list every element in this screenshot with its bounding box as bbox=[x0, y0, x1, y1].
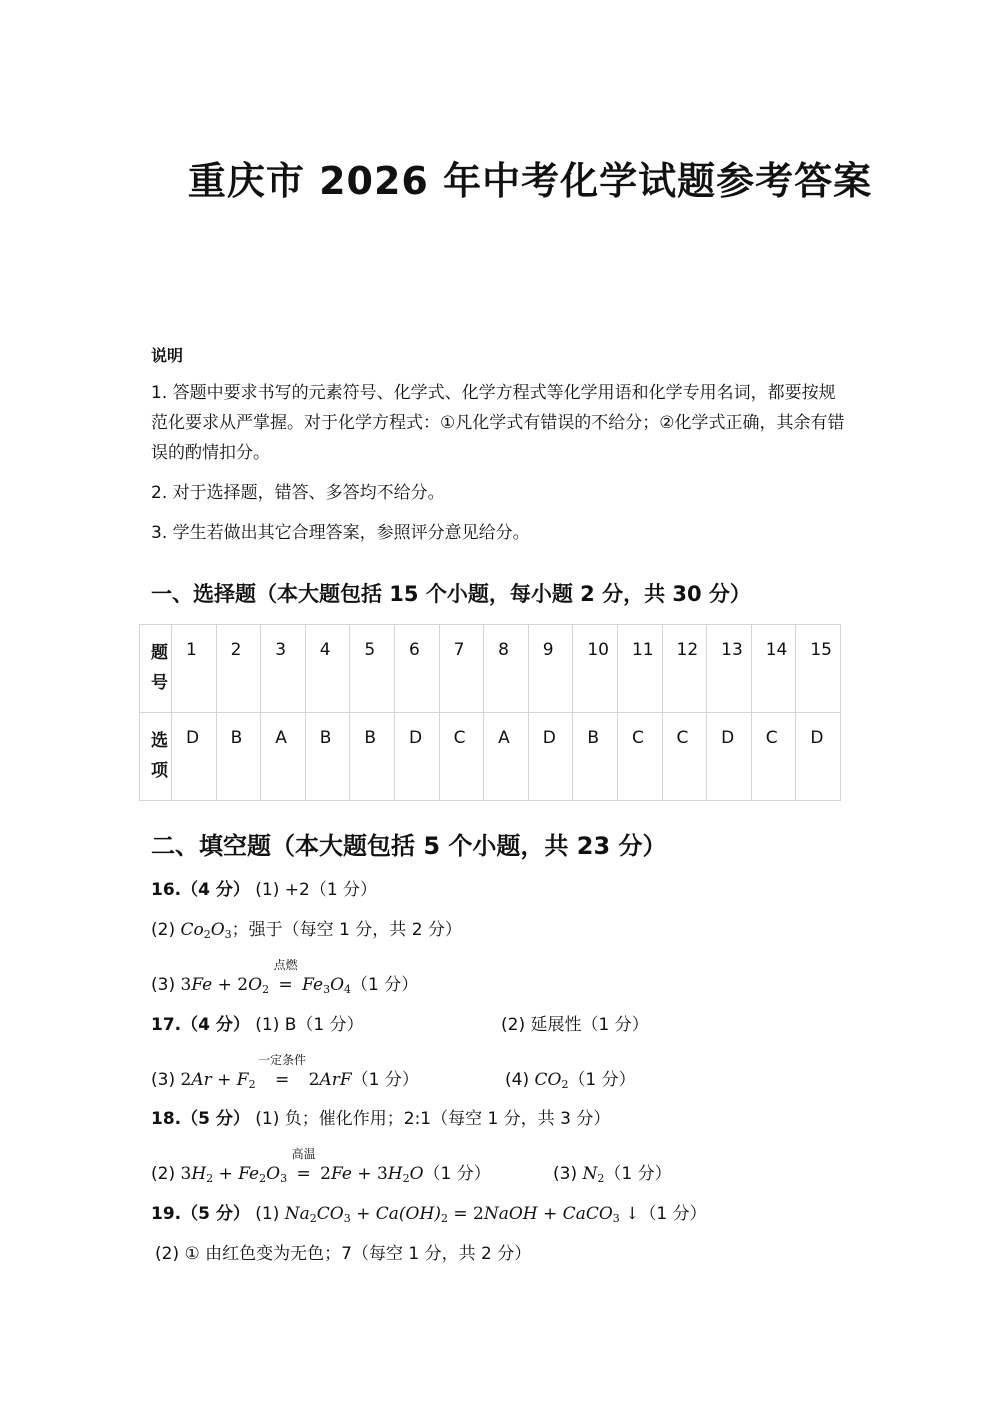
question-number-cell: 8 bbox=[484, 625, 529, 713]
q18-line-3 bbox=[553, 1161, 672, 1187]
answer-cell: C bbox=[751, 713, 796, 801]
q17-equation: $2Ar + F_2$ 一定条件 = 2ArF bbox=[180, 1070, 351, 1090]
table-row-answers bbox=[140, 713, 841, 801]
q17-part-3-suffix: （1 分） bbox=[351, 1070, 419, 1090]
q16-part-2-prefix: (2) bbox=[151, 920, 181, 940]
question-number-cell: 15 bbox=[796, 625, 841, 713]
answer-table bbox=[139, 624, 841, 801]
row-label-number: 题号 bbox=[140, 625, 172, 713]
question-number-cell: 2 bbox=[216, 625, 261, 713]
answer-cell: B bbox=[350, 713, 395, 801]
notes-heading: 说明 bbox=[151, 346, 184, 365]
question-number-cell: 3 bbox=[261, 625, 306, 713]
question-number-cell: 5 bbox=[350, 625, 395, 713]
q17-formula-co2: $CO_2$ bbox=[534, 1070, 569, 1091]
q19-part-1-suffix: （1 分） bbox=[639, 1204, 707, 1224]
q18-part-3-prefix: (3) bbox=[553, 1164, 583, 1184]
answer-cell: C bbox=[662, 713, 707, 801]
q18-part-2-suffix: （1 分） bbox=[423, 1164, 491, 1184]
q18-formula-n2: $N_2$ bbox=[582, 1164, 605, 1185]
q16-equation: $3Fe + 2O_2$ 点燃 = $Fe_3O_4$ bbox=[180, 975, 351, 995]
table-row-numbers bbox=[140, 625, 841, 713]
q19-line-1 bbox=[151, 1201, 707, 1227]
q16-line-3 bbox=[151, 958, 419, 998]
section-2-title: 二、填空题（本大题包括 5 个小题，共 23 分） bbox=[151, 832, 667, 860]
q19-part-2: (2) ① 由红色变为无色；7（每空 1 分，共 2 分） bbox=[155, 1244, 532, 1264]
q16-label: 16.（4 分） bbox=[151, 880, 250, 900]
answer-cell: D bbox=[528, 713, 573, 801]
q17-line-1 bbox=[151, 1012, 364, 1038]
q19-label: 19.（5 分） bbox=[151, 1204, 250, 1224]
q16-part-1: (1) +2（1 分） bbox=[255, 880, 378, 900]
q18-part-3-suffix: （1 分） bbox=[604, 1164, 672, 1184]
question-number-cell: 13 bbox=[707, 625, 752, 713]
question-number-cell: 7 bbox=[439, 625, 484, 713]
answer-cell: D bbox=[707, 713, 752, 801]
q17-label: 17.（4 分） bbox=[151, 1015, 250, 1035]
q17-part-4-prefix: (4) bbox=[505, 1070, 535, 1090]
question-number-cell: 1 bbox=[172, 625, 217, 713]
q17-part-2: (2) 延展性（1 分） bbox=[501, 1015, 649, 1035]
q18-part-1: (1) 负；催化作用；2:1（每空 1 分，共 3 分） bbox=[255, 1109, 611, 1129]
question-number-cell: 14 bbox=[751, 625, 796, 713]
note-item-2: 2. 对于选择题，错答、多答均不给分。 bbox=[151, 483, 445, 503]
note-item-1: 1. 答题中要求书写的元素符号、化学式、化学方程式等化学用语和化学专用名词，都要按规范化要求从严掌握。对于化学方程式：①凡化学式有错误的不给分；②化学式正确，其余有错误的酌情扣分。 bbox=[151, 383, 845, 463]
q18-equation: $3H_2 + Fe_2O_3$ 高温 = $2Fe + 3H_2O$ bbox=[180, 1164, 423, 1184]
q18-condition: 高温 bbox=[291, 1147, 316, 1161]
answer-cell: A bbox=[261, 713, 306, 801]
q16-part-2-suffix: ；强于（每空 1 分，共 2 分） bbox=[231, 920, 462, 940]
answer-cell: D bbox=[172, 713, 217, 801]
question-number-cell: 10 bbox=[573, 625, 618, 713]
answer-cell: C bbox=[617, 713, 662, 801]
q16-line-1 bbox=[151, 877, 377, 903]
q17-condition: 一定条件 bbox=[258, 1053, 307, 1067]
q16-line-2 bbox=[151, 917, 462, 943]
row-label-answer: 选项 bbox=[140, 713, 172, 801]
q16-condition: 点燃 bbox=[273, 958, 298, 972]
q17-part-1: (1) B（1 分） bbox=[255, 1015, 364, 1035]
q17-line-4 bbox=[505, 1067, 636, 1093]
q17-line-3 bbox=[151, 1053, 419, 1093]
q19-part-1-prefix: (1) bbox=[255, 1204, 285, 1224]
q16-formula-co2o3: $Co_2O_3$ bbox=[180, 920, 232, 941]
answer-cell: D bbox=[796, 713, 841, 801]
answer-cell: B bbox=[305, 713, 350, 801]
answer-cell: C bbox=[439, 713, 484, 801]
q19-equation: $Na_2CO_3 + Ca(OH)_2$ = 2NaOH + CaCO$_3$ ↓ bbox=[284, 1204, 640, 1225]
page-title: 重庆市 2026 年中考化学试题参考答案 bbox=[187, 159, 873, 203]
q18-line-2 bbox=[151, 1147, 491, 1187]
note-item-3: 3. 学生若做出其它合理答案，参照评分意见给分。 bbox=[151, 523, 530, 543]
q18-line-1 bbox=[151, 1106, 610, 1132]
answer-cell: B bbox=[216, 713, 261, 801]
question-number-cell: 11 bbox=[617, 625, 662, 713]
answer-cell: B bbox=[573, 713, 618, 801]
question-number-cell: 4 bbox=[305, 625, 350, 713]
q16-part-3-prefix: (3) bbox=[151, 975, 181, 995]
answer-cell: A bbox=[484, 713, 529, 801]
question-number-cell: 12 bbox=[662, 625, 707, 713]
q16-part-3-suffix: （1 分） bbox=[351, 975, 419, 995]
q17-part-4-suffix: （1 分） bbox=[568, 1070, 636, 1090]
question-number-cell: 6 bbox=[394, 625, 439, 713]
question-number-cell: 9 bbox=[528, 625, 573, 713]
answer-cell: D bbox=[394, 713, 439, 801]
q17-part-3-prefix: (3) bbox=[151, 1070, 181, 1090]
section-1-title: 一、选择题（本大题包括 15 个小题，每小题 2 分，共 30 分） bbox=[151, 582, 751, 606]
q18-part-2-prefix: (2) bbox=[151, 1164, 181, 1184]
q18-label: 18.（5 分） bbox=[151, 1109, 250, 1129]
